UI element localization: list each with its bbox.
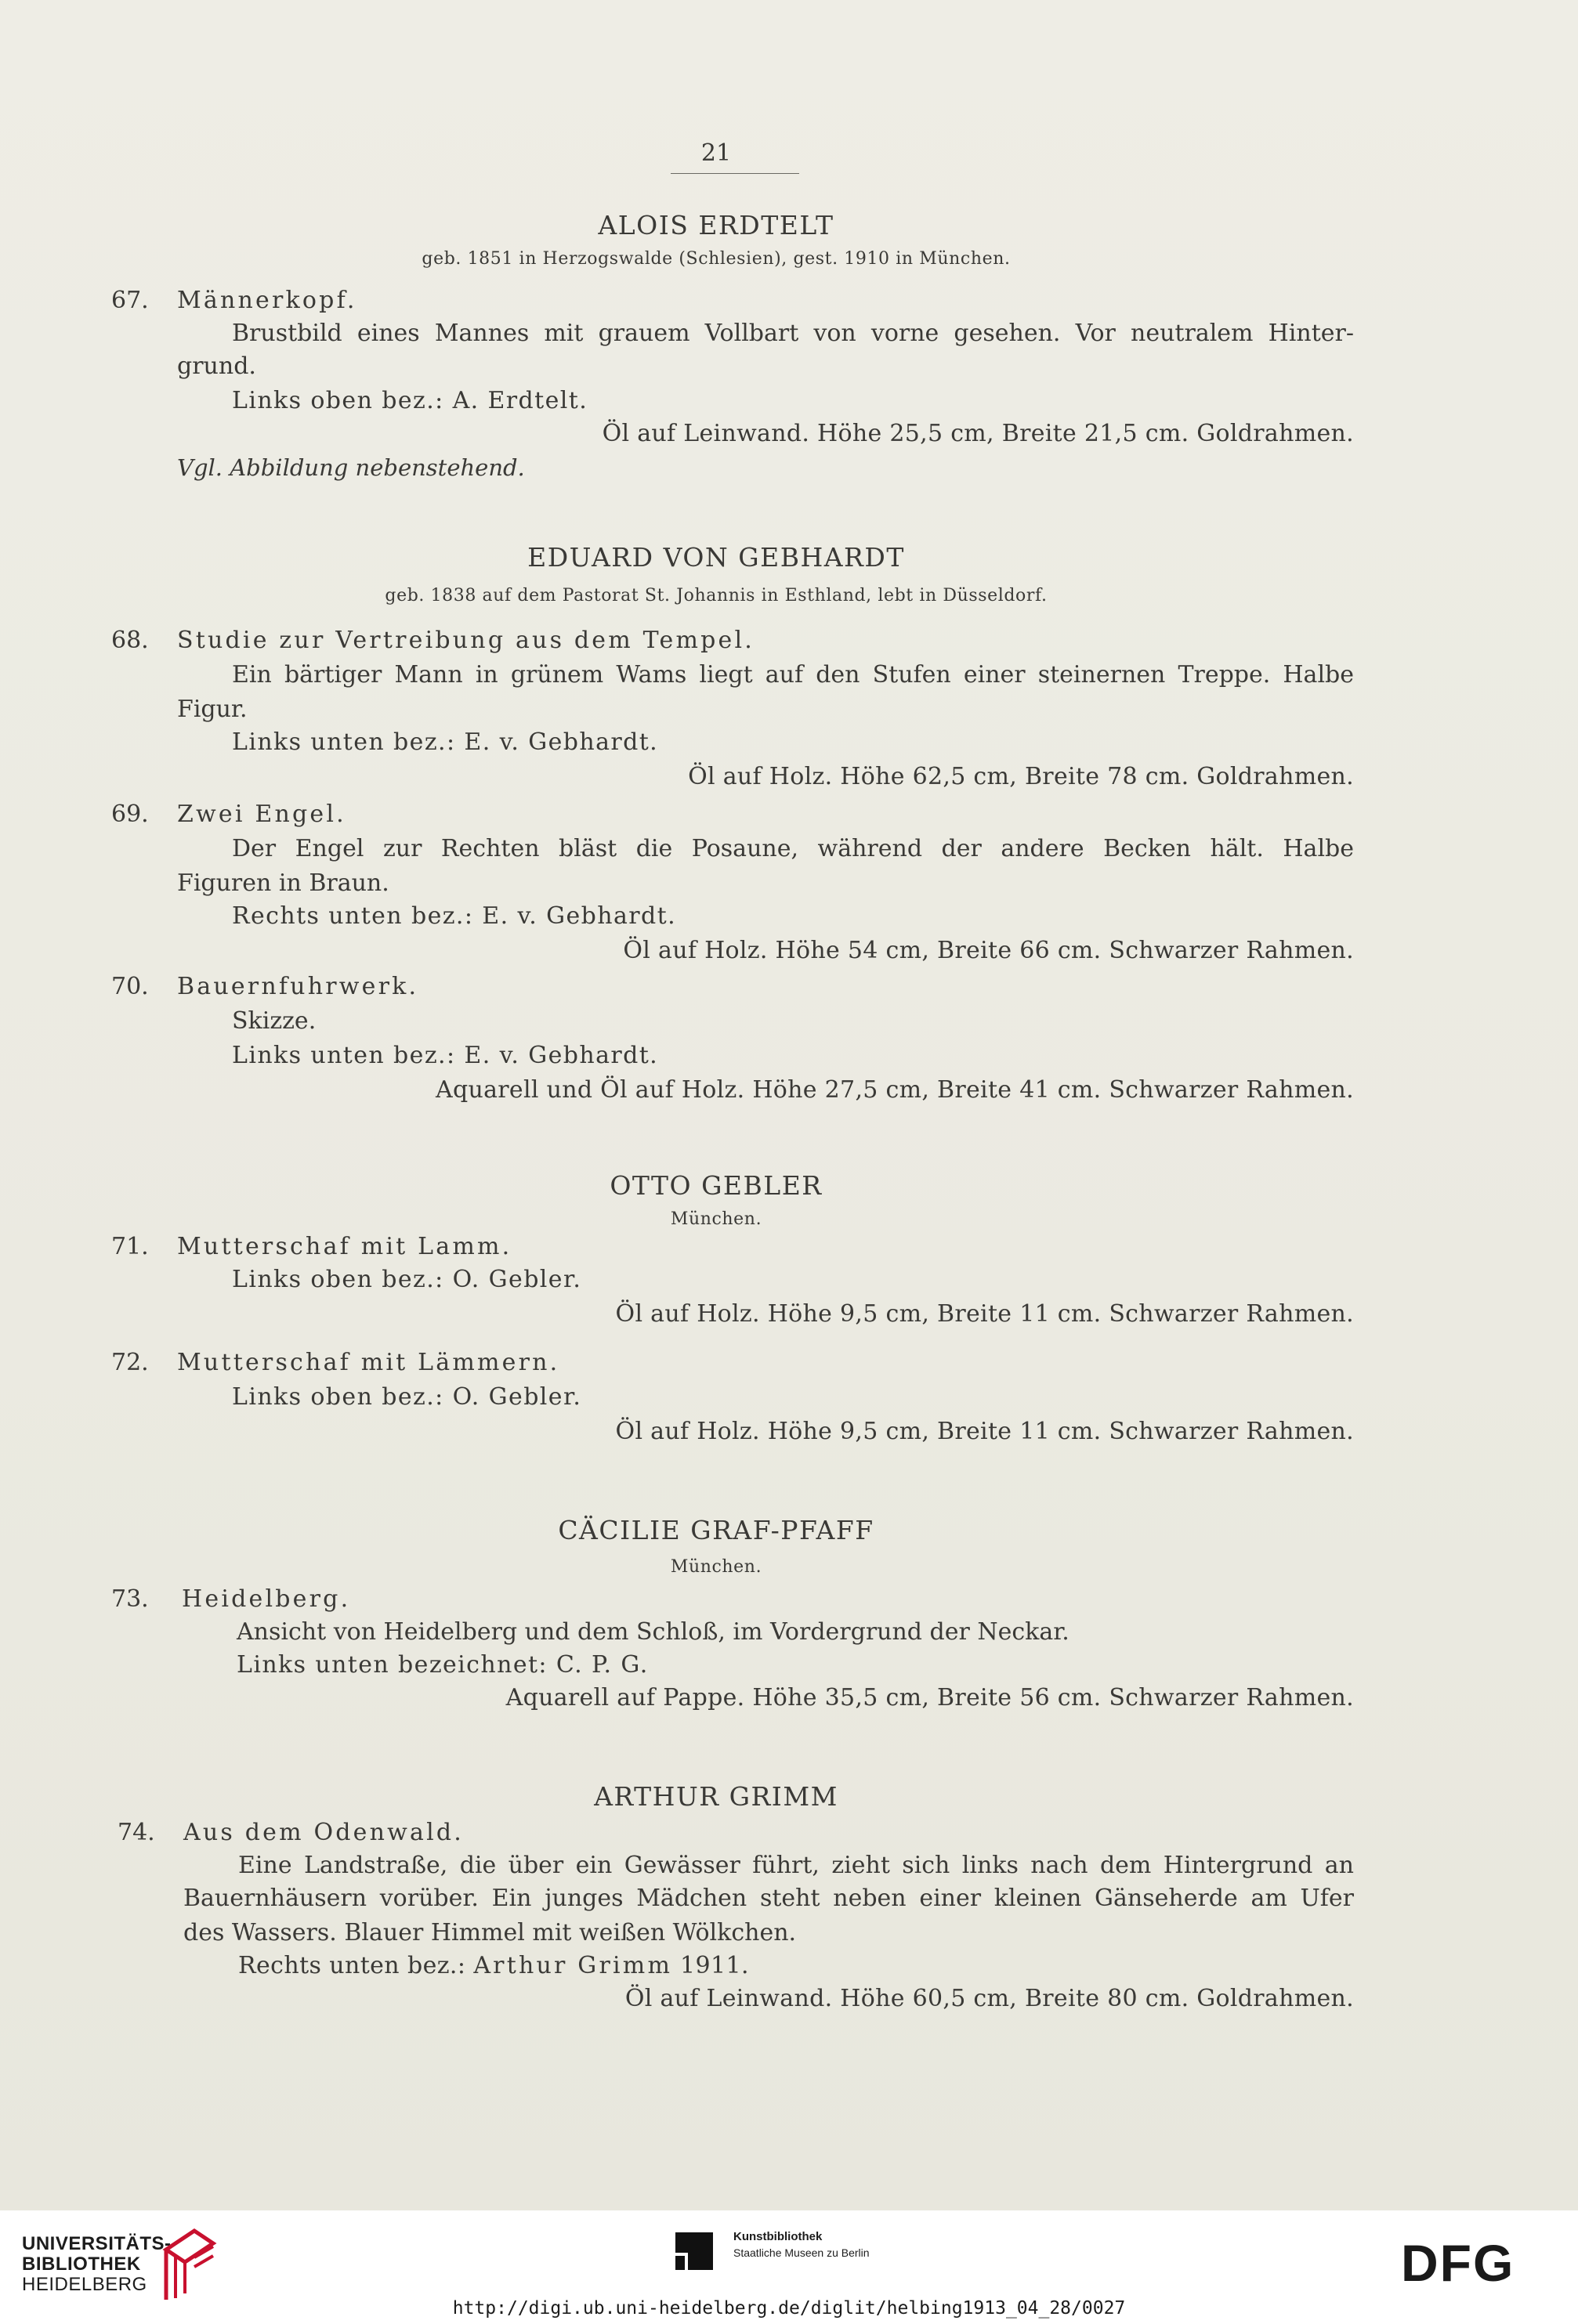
signature-prefix: Rechts unten bez.: — [238, 1952, 474, 1979]
artwork-description: Brustbild eines Mannes mit grauem Vollbart von vorne gesehen. Vor neutralem Hinter- — [232, 320, 1354, 347]
artist-bio: München. — [670, 1209, 762, 1229]
artwork-description: Bauernhäusern vorüber. Ein junges Mädchen steht neben einer kleinen Gänseherde am Ufer — [183, 1885, 1354, 1912]
artwork-title: Zwei Engel. — [177, 801, 346, 828]
artist-heading: CÄCILIE GRAF-PFAFF — [558, 1515, 874, 1545]
catalog-number: 71. — [111, 1233, 149, 1260]
dfg-logo-text: DFG — [1401, 2239, 1515, 2286]
artwork-description: Ansicht von Heidelberg und dem Schloß, im Vordergrund der Neckar. — [237, 1618, 1069, 1646]
artwork-signature: Links oben bez.: O. Gebler. — [232, 1383, 582, 1411]
artwork-technique: Öl auf Holz. Höhe 62,5 cm, Breite 78 cm. Goldrahmen. — [688, 763, 1354, 790]
artist-heading: OTTO GEBLER — [610, 1170, 823, 1201]
artwork-description: Ein bärtiger Mann in grünem Wams liegt auf den Stufen einer steinernen Treppe. Halbe — [232, 661, 1354, 689]
artwork-title: Mutterschaf mit Lämmern. — [177, 1349, 560, 1376]
artwork-signature — [238, 1952, 749, 1979]
artwork-technique: Aquarell auf Pappe. Höhe 35,5 cm, Breite 56 cm. Schwarzer Rahmen. — [505, 1684, 1354, 1711]
catalog-number: 69. — [111, 801, 149, 828]
artwork-description: Figur. — [177, 696, 248, 723]
artwork-technique: Aquarell und Öl auf Holz. Höhe 27,5 cm, Breite 41 cm. Schwarzer Rahmen. — [435, 1076, 1354, 1104]
artwork-technique: Öl auf Holz. Höhe 9,5 cm, Breite 11 cm. Schwarzer Rahmen. — [615, 1300, 1354, 1328]
signature-name: Arthur Grimm — [473, 1952, 673, 1979]
page-number-rule — [671, 173, 799, 174]
catalog-number: 68. — [111, 627, 149, 654]
catalog-number: 70. — [111, 973, 149, 1000]
university-seal-icon — [158, 2226, 221, 2304]
artist-heading: ARTHUR GRIMM — [594, 1781, 838, 1812]
artwork-title: Männerkopf. — [177, 287, 357, 314]
artwork-title: Bauernfuhrwerk. — [177, 973, 419, 1000]
uni-logo-line: HEIDELBERG — [22, 2274, 147, 2295]
artwork-technique: Öl auf Holz. Höhe 9,5 cm, Breite 11 cm. Schwarzer Rahmen. — [615, 1418, 1354, 1445]
artwork-signature: Links oben bez.: A. Erdtelt. — [232, 387, 588, 414]
uni-logo-line: UNIVERSITÄTS- — [22, 2233, 172, 2254]
catalog-number: 74. — [118, 1819, 155, 1846]
kunstbibliothek-logo-icon — [672, 2229, 716, 2273]
dfg-logo-icon[interactable] — [1401, 2239, 1558, 2286]
artwork-title: Studie zur Vertreibung aus dem Tempel. — [177, 627, 755, 654]
permalink-url[interactable]: http://digi.ub.uni-heidelberg.de/diglit/helbing1913_04_28/0027 — [452, 2298, 1126, 2319]
artwork-signature: Links unten bez.: E. v. Gebhardt. — [232, 728, 659, 756]
artwork-signature: Links oben bez.: O. Gebler. — [232, 1266, 582, 1293]
kunstbibliothek-subtitle: Staatliche Museen zu Berlin — [733, 2246, 870, 2259]
artist-bio: München. — [670, 1557, 762, 1577]
catalog-number: 67. — [111, 287, 149, 314]
artwork-title: Aus dem Odenwald. — [183, 1819, 465, 1846]
artwork-description: grund. — [177, 352, 256, 380]
artwork-description: Eine Landstraße, die über ein Gewässer führt, zieht sich links nach dem Hintergrund an — [238, 1852, 1354, 1879]
illustration-note: Vgl. Abbildung nebenstehend. — [177, 454, 525, 481]
uni-logo-line: BIBLIOTHEK — [22, 2254, 141, 2275]
artwork-technique: Öl auf Holz. Höhe 54 cm, Breite 66 cm. Schwarzer Rahmen. — [623, 937, 1354, 964]
artist-heading: ALOIS ERDTELT — [598, 210, 834, 240]
artwork-description: Skizze. — [232, 1007, 317, 1035]
artwork-description: des Wassers. Blauer Himmel mit weißen Wölkchen. — [183, 1919, 797, 1946]
artwork-technique: Öl auf Leinwand. Höhe 25,5 cm, Breite 21,5 cm. Goldrahmen. — [602, 420, 1354, 447]
artwork-title: Heidelberg. — [182, 1585, 351, 1613]
kunstbibliothek-name: Kunstbibliothek — [733, 2230, 823, 2243]
university-library-logo[interactable] — [22, 2234, 172, 2295]
artist-bio: geb. 1851 in Herzogswalde (Schlesien), gest. 1910 in München. — [422, 249, 1011, 269]
page-number: 21 — [700, 139, 732, 167]
catalog-number: 72. — [111, 1349, 149, 1376]
artwork-title: Mutterschaf mit Lamm. — [177, 1233, 512, 1260]
artwork-description: Der Engel zur Rechten bläst die Posaune, während der andere Becken hält. Halbe — [232, 835, 1354, 862]
signature-year: 1911. — [672, 1952, 749, 1979]
artwork-signature: Rechts unten bez.: E. v. Gebhardt. — [232, 902, 677, 930]
artwork-signature: Links unten bez.: E. v. Gebhardt. — [232, 1042, 659, 1069]
artist-bio: geb. 1838 auf dem Pastorat St. Johannis in Esthland, lebt in Düsseldorf. — [385, 586, 1048, 605]
catalog-number: 73. — [111, 1585, 149, 1613]
artist-heading: EDUARD VON GEBHARDT — [527, 542, 905, 573]
artwork-signature: Links unten bezeichnet: C. P. G. — [237, 1651, 649, 1679]
artwork-description: Figuren in Braun. — [177, 869, 389, 897]
kunstbibliothek-logo[interactable] — [733, 2229, 870, 2261]
artwork-technique: Öl auf Leinwand. Höhe 60,5 cm, Breite 80 cm. Goldrahmen. — [624, 1985, 1354, 2012]
